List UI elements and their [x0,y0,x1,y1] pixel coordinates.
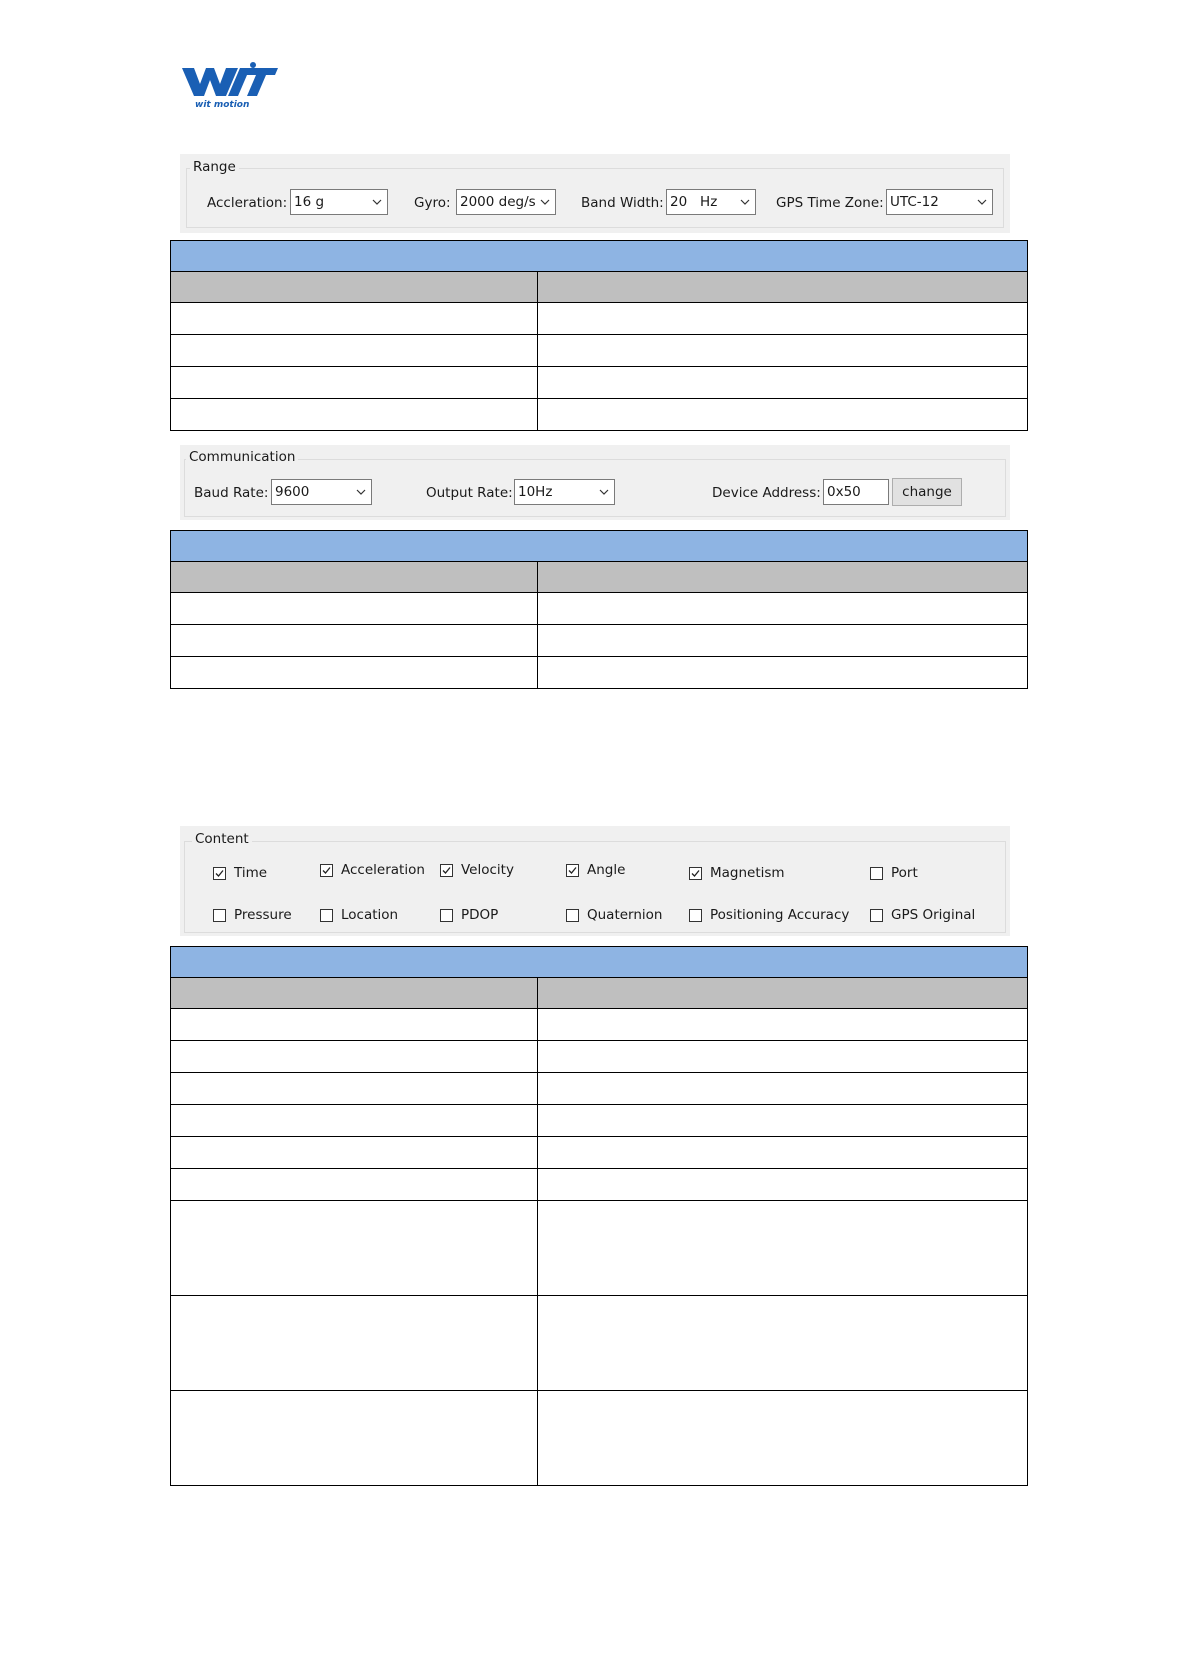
communication-panel [180,445,1010,520]
communication-group-title: Communication [186,449,298,465]
band-width-value: 20 Hz [670,194,718,210]
table-row [171,1201,1028,1296]
checkbox-label: Velocity [461,862,514,878]
table-row [171,1169,1028,1201]
velocity-checkbox[interactable] [440,861,514,879]
checkbox-checked-icon [689,867,702,880]
table-row [171,335,1028,367]
acceleration-value: 16 g [294,194,325,210]
baud-rate-label: Baud Rate: [194,485,269,501]
angle-checkbox[interactable] [566,861,625,879]
table-row [171,657,1028,689]
table-row [171,1296,1028,1391]
output-rate-select[interactable] [514,479,615,505]
pressure-checkbox[interactable] [213,906,292,924]
table-header-row [171,978,1028,1009]
checkbox-empty-icon [870,867,883,880]
port-checkbox[interactable] [870,864,918,882]
gps-time-zone-value: UTC-12 [890,194,939,210]
chevron-down-icon [355,481,367,503]
checkbox-checked-icon [213,867,226,880]
gyro-select[interactable] [456,189,556,215]
checkbox-empty-icon [440,909,453,922]
positioning-accuracy-checkbox[interactable] [689,906,849,924]
chevron-down-icon [598,481,610,503]
content-group-title: Content [192,831,252,847]
acceleration-label: Accleration: [207,195,288,211]
range-panel [180,154,1010,233]
table-row [171,1391,1028,1486]
checkbox-checked-icon [566,864,579,877]
table-row [171,367,1028,399]
baud-rate-select[interactable] [271,479,372,505]
wit-motion-logo [180,62,280,110]
table-title-row [171,531,1028,562]
table-header-row [171,562,1028,593]
table-row [171,1073,1028,1105]
checkbox-label: Location [341,907,399,923]
checkbox-label: GPS Original [891,907,976,923]
quaternion-checkbox[interactable] [566,906,663,924]
range-group-title: Range [190,159,239,175]
svg-text:wit motion: wit motion [195,100,250,110]
range-table [170,240,1028,431]
table-row [171,399,1028,431]
checkbox-empty-icon [213,909,226,922]
content-panel [180,826,1010,936]
gps-time-zone-label: GPS Time Zone: [776,195,884,211]
acceleration-checkbox[interactable] [320,861,425,879]
table-header-row [171,272,1028,303]
checkbox-label: Pressure [234,907,292,923]
checkbox-empty-icon [320,909,333,922]
gyro-value: 2000 deg/s [460,194,536,210]
content-table [170,946,1028,1486]
gyro-label: Gyro: [414,195,451,211]
table-row [171,1137,1028,1169]
checkbox-label: Quaternion [587,907,663,923]
checkbox-label: Angle [587,862,626,878]
checkbox-label: Magnetism [710,865,785,881]
table-row [171,1009,1028,1041]
checkbox-checked-icon [320,864,333,877]
device-address-label: Device Address: [712,485,821,501]
chevron-down-icon [739,191,751,213]
pdop-checkbox[interactable] [440,906,498,924]
band-width-select[interactable] [666,189,756,215]
table-title-row [171,947,1028,978]
table-row [171,593,1028,625]
table-row [171,625,1028,657]
magnetism-checkbox[interactable] [689,864,785,882]
location-checkbox[interactable] [320,906,398,924]
output-rate-label: Output Rate: [426,485,513,501]
gps-time-zone-select[interactable] [886,189,993,215]
table-row [171,1041,1028,1073]
chevron-down-icon [371,191,383,213]
checkbox-checked-icon [440,864,453,877]
gps-original-checkbox[interactable] [870,906,975,924]
acceleration-select[interactable] [290,189,388,215]
table-row [171,1105,1028,1137]
checkbox-label: Acceleration [341,862,425,878]
checkbox-label: PDOP [461,907,499,923]
chevron-down-icon [976,191,988,213]
table-title-row [171,241,1028,272]
device-address-input[interactable]: 0x50 [823,479,889,505]
band-width-label: Band Width: [581,195,664,211]
checkbox-empty-icon [566,909,579,922]
checkbox-label: Port [891,865,918,881]
checkbox-label: Time [234,865,268,881]
checkbox-empty-icon [870,909,883,922]
table-row [171,303,1028,335]
change-button[interactable]: change [892,478,962,506]
checkbox-label: Positioning Accuracy [710,907,850,923]
baud-rate-value: 9600 [275,484,310,500]
checkbox-empty-icon [689,909,702,922]
communication-table [170,530,1028,689]
chevron-down-icon [539,191,551,213]
output-rate-value: 10Hz [518,484,553,500]
time-checkbox[interactable] [213,864,267,882]
